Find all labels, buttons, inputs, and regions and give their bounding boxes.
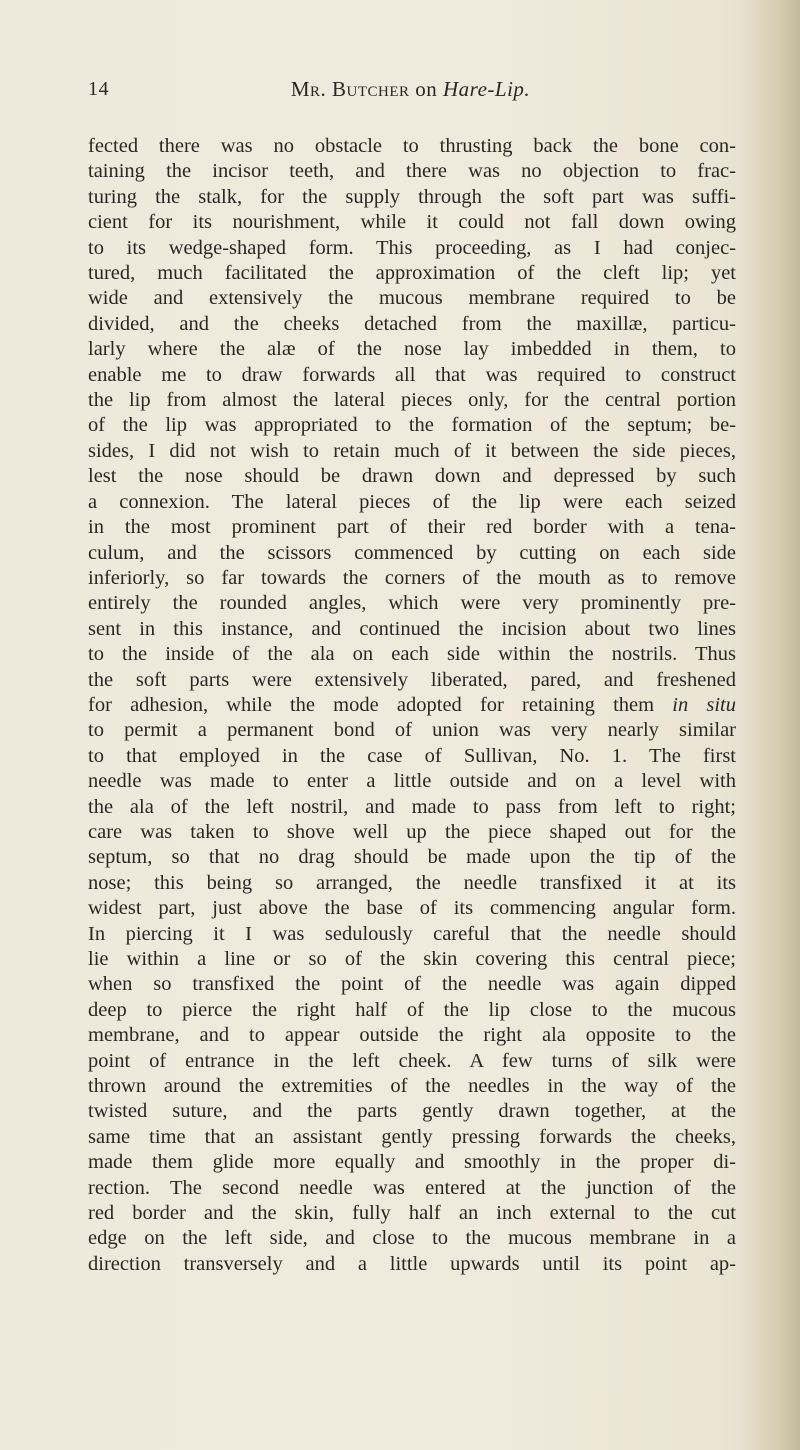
text-line: turing the stalk, for the supply through the soft part was suffi- (88, 185, 736, 208)
text-line: membrane, and to appear outside the right ala opposite to the (88, 1024, 736, 1047)
text-line: widest part, just above the base of its commencing angular form. (88, 897, 736, 920)
text-line: lie within a line or so of the skin covering this central piece; (88, 948, 736, 970)
running-head-topic: Hare-Lip. (443, 77, 531, 101)
text-line: wide and extensively the mucous membrane required to be (88, 287, 736, 310)
text-line: in the most prominent part of their red border with a tena- (88, 516, 736, 539)
text-line: the lip from almost the lateral pieces only, for the central portion (88, 389, 736, 412)
text-line: to that employed in the case of Sullivan, No. 1. The first (88, 744, 736, 767)
text-line: to permit a permanent bond of union was very nearly similar (88, 719, 736, 742)
text-line: nose; this being so arranged, the needle transfixed it at its (88, 871, 736, 894)
text-line: tured, much facilitated the approximation of the cleft lip; yet (88, 262, 736, 285)
text-line: when so transfixed the point of the needle was again dipped (88, 973, 736, 996)
text-line: thrown around the extremities of the needles in the way of the (88, 1075, 736, 1098)
text-line: sides, I did not wish to retain much of it between the side pieces, (88, 439, 736, 462)
text-line: larly where the alæ of the nose lay imbedded in them, to (88, 338, 736, 361)
text-line: cient for its nourishment, while it could not fall down owing (88, 211, 736, 234)
text-line: In piercing it I was sedulously careful that the needle should (88, 922, 736, 945)
text-line: entirely the rounded angles, which were very prominently pre- (88, 592, 736, 615)
text-line: inferiorly, so far towards the corners of the mouth as to remove (88, 566, 736, 589)
text-line: fected there was no obstacle to thrusting back the bone con- (88, 135, 736, 157)
text-line: taining the incisor teeth, and there was no objection to frac- (88, 160, 736, 183)
text-fragment: for adhesion, while the mode adopted for retaining them (88, 693, 655, 716)
text-line: enable me to draw forwards all that was required to construct (88, 363, 736, 386)
text-line: the soft parts were extensively liberated, pared, and freshened (88, 668, 736, 691)
running-head-connector: on (409, 77, 444, 101)
text-line: deep to pierce the right half of the lip close to the mucous (88, 998, 736, 1021)
page-number: 14 (88, 78, 109, 100)
text-line-with-italic (88, 693, 736, 718)
italic-in-situ: in situ (672, 693, 737, 716)
text-line: direction transversely and a little upwards until its point ap- (88, 1252, 736, 1275)
text-line: to the inside of the ala on each side within the nostrils. Thus (88, 643, 736, 666)
text-line: care was taken to shove well up the piece shaped out for the (88, 820, 736, 843)
text-line: edge on the left side, and close to the mucous membrane in a (88, 1227, 736, 1250)
running-head-author: Mr. Butcher (290, 77, 410, 101)
text-line: divided, and the cheeks detached from the maxillæ, particu- (88, 312, 736, 335)
text-line: sent in this instance, and continued the incision about two lines (88, 617, 736, 640)
text-line: culum, and the scissors commenced by cutting on each side (88, 541, 736, 564)
text-line: needle was made to enter a little outside and on a level with (88, 770, 736, 793)
text-line: septum, so that no drag should be made upon the tip of the (88, 846, 736, 869)
body-text (88, 134, 736, 1277)
text-line: point of entrance in the left cheek. A few turns of silk were (88, 1049, 736, 1072)
page-edge-shadow (740, 0, 800, 1450)
text-line: twisted suture, and the parts gently drawn together, at the (88, 1100, 736, 1123)
text-line: a connexion. The lateral pieces of the lip were each seized (88, 490, 736, 513)
text-line: red border and the skin, fully half an inch external to the cut (88, 1202, 736, 1225)
text-line: rection. The second needle was entered at the junction of the (88, 1176, 736, 1199)
text-line: lest the nose should be drawn down and depressed by such (88, 465, 736, 488)
running-head (88, 74, 733, 104)
page-header (88, 74, 733, 104)
text-line: to its wedge-shaped form. This proceeding, as I had conjec- (88, 236, 736, 259)
text-line: same time that an assistant gently pressing forwards the cheeks, (88, 1125, 736, 1148)
text-line: made them glide more equally and smoothly in the proper di- (88, 1151, 736, 1174)
text-line: of the lip was appropriated to the formation of the septum; be- (88, 414, 736, 437)
text-line: the ala of the left nostril, and made to pass from left to right; (88, 795, 736, 818)
